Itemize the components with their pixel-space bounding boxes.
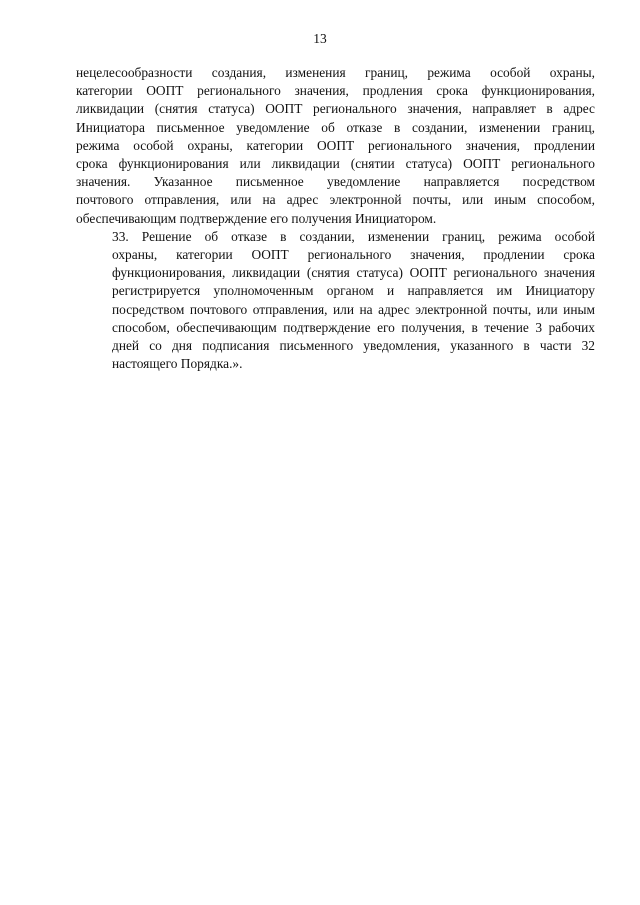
text-line: ликвидации (снятия статуса) ООПТ регионального значения, направляет в адрес — [76, 101, 595, 117]
text-line: нецелесообразности создания, изменения границ, режима особой охраны, — [76, 65, 595, 80]
text-line: Инициатора письменное уведомление об отказе в создании, изменении границ, — [76, 119, 595, 135]
paragraph-continuation — [76, 64, 595, 228]
text-line: 33. Решение об отказе в создании, изменении границ, режима особой — [112, 228, 595, 244]
text-line: функционирования, ликвидации (снятия статуса) ООПТ регионального значения — [112, 265, 595, 281]
text-line: настоящего Порядка.». — [112, 356, 243, 372]
text-line: срока функционирования или ликвидации (снятии статуса) ООПТ регионального — [76, 156, 595, 172]
text-line: значения. Указанное письменное уведомление направляется посредством — [76, 174, 595, 190]
text-line: регистрируется уполномоченным органом и направляется им Инициатору — [112, 283, 595, 299]
text-line: способом, обеспечивающим подтверждение его получения, в течение 3 рабочих — [112, 319, 595, 335]
text-line: режима особой охраны, категории ООПТ регионального значения, продлении — [76, 137, 595, 153]
text-line: категории ООПТ регионального значения, продления срока функционирования, — [76, 83, 595, 99]
paragraph-item-33 — [76, 228, 595, 374]
text-line: почтового отправления, или на адрес электронной почты, или иным способом, — [76, 192, 595, 208]
text-line: обеспечивающим подтверждение его получения Инициатором. — [76, 210, 437, 226]
document-body — [76, 64, 595, 373]
page-number: 13 — [313, 31, 327, 46]
text-line: посредством почтового отправления, или на адрес электронной почты, или иным — [112, 301, 595, 317]
text-line: охраны, категории ООПТ регионального значения, продлении срока — [112, 247, 595, 263]
text-line: дней со дня подписания письменного уведомления, указанного в части 32 — [112, 338, 595, 354]
